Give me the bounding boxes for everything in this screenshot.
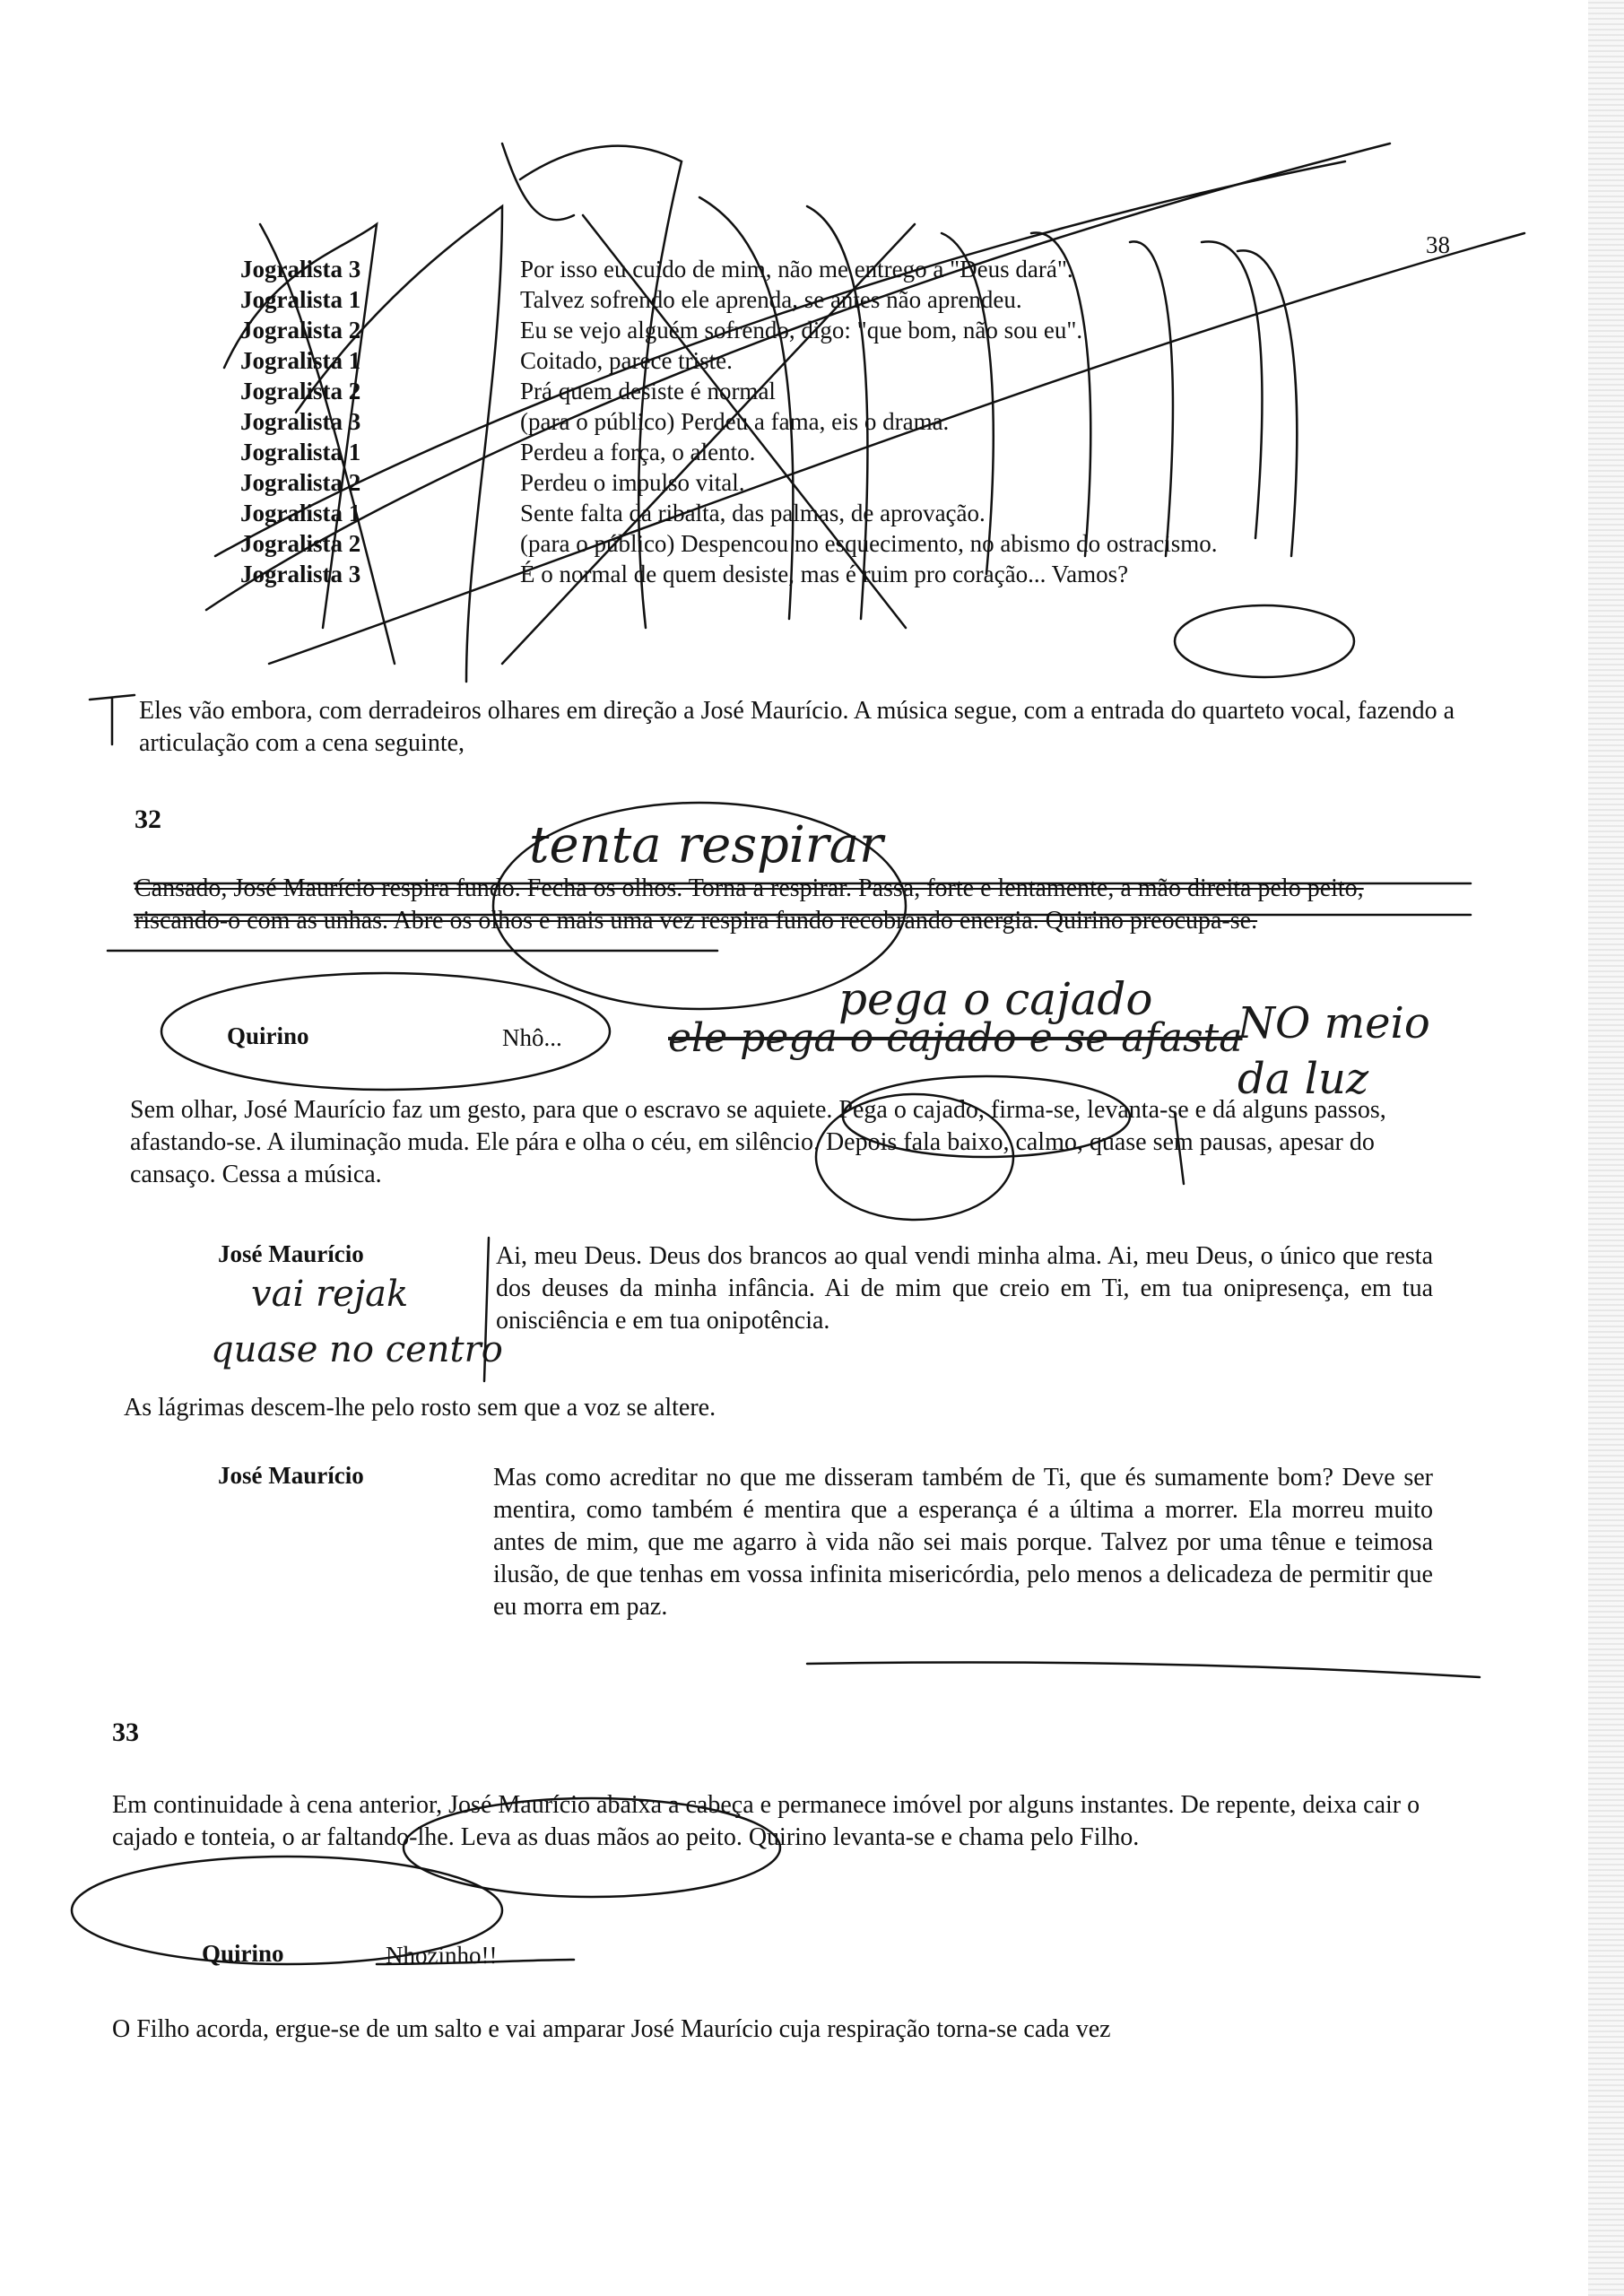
handwritten-note-pega-o-cajado: pega o cajado: [838, 973, 1153, 1025]
jogralista-speaker: Jogralista 2: [240, 530, 361, 557]
jogralista-line: Talvez sofrendo ele aprenda, se antes não aprendeu.: [520, 286, 1022, 313]
jogralista-line: Coitado, parece triste.: [520, 347, 733, 374]
stage-direction-2: Cansado, José Maurício respira fundo. Fecha os olhos. Torna a respirar. Passa, forte e lentamente, a mão direita pelo peito, riscando-o com as unhas. Abre os olhos e mais uma vez respira fundo recobrando energia. Quirino preocupa-se.: [135, 874, 1364, 935]
handwritten-note-tenta-respirar: tenta respirar: [529, 816, 883, 874]
jogralista-speaker: Jogralista 1: [240, 439, 361, 465]
hook-top: [502, 144, 574, 220]
jogralista-speaker: Jogralista 3: [240, 561, 361, 587]
bracket-mark: [90, 695, 135, 744]
jogralista-line: Perdeu o impulso vital.: [520, 469, 745, 496]
jogralista-line: (para o público) Perdeu a fama, eis o drama.: [520, 408, 950, 435]
speaker-name-jose-2: José Maurício: [218, 1462, 364, 1489]
binder-edge: [1588, 0, 1624, 2296]
scribble-loop-9: [1202, 241, 1263, 538]
jogralista-speaker: Jogralista 3: [240, 408, 361, 435]
jogralista-line: Perdeu a força, o alento.: [520, 439, 756, 465]
scene-number-32: 32: [135, 804, 161, 834]
stage-direction-5: Em continuidade à cena anterior, José Maurício abaixa a cabeça e permanece imóvel por alguns instantes. De repente, deixa cair o cajado e tonteia, o ar faltando-lhe. Leva as duas mãos ao peito. Quirino levanta-se e chama pelo Filho.: [112, 1791, 1420, 1851]
underline-paz: [807, 1662, 1480, 1677]
jogralista-speaker: Jogralista 3: [240, 256, 361, 283]
dialogue-jose-1: Ai, meu Deus. Deus dos brancos ao qual vendi minha alma. Ai, meu Deus, o único que resta dos deuses da minha infância. Ai de mim que creio em Ti, em tua onipresença, em tua onisciência e em tua onipotência.: [496, 1242, 1433, 1335]
jogralista-speaker: Jogralista 2: [240, 317, 361, 344]
jogralista-speaker: Jogralista 1: [240, 347, 361, 374]
jogralista-speaker: Jogralista 2: [240, 378, 361, 404]
speaker-name-quirino-2: Quirino: [202, 1940, 284, 1967]
jogralista-speaker: Jogralista 2: [240, 469, 361, 496]
jogralista-speaker: Jogralista 1: [240, 286, 361, 313]
dialogue-quirino-1: Nhô...: [502, 1024, 562, 1051]
scribble-loop-8: [1130, 241, 1173, 556]
jogralista-line: É o normal de quem desiste, mas é ruim pro coração... Vamos?: [520, 561, 1129, 587]
jogralista-line: Eu se vejo alguém sofrendo, digo: "que bom, não sou eu".: [520, 317, 1083, 344]
speaker-name-quirino-1: Quirino: [227, 1022, 309, 1049]
jogralista-line: (para o público) Despencou no esquecimento, no abismo do ostracismo.: [520, 530, 1218, 557]
jogralista-line: Prá quem desiste é normal: [520, 378, 776, 404]
handwritten-note-vai-rejak: vai rejak: [251, 1274, 409, 1315]
stage-direction-6: O Filho acorda, ergue-se de um salto e vai amparar José Maurício cuja respiração torna-se cada vez: [112, 2015, 1111, 2043]
scribble-loop-10: [1238, 250, 1297, 556]
jogralista-line: Sente falta da ribalta, das palmas, de aprovação.: [520, 500, 986, 526]
speaker-name-jose-1: José Maurício: [218, 1240, 364, 1267]
dialogue-jose-2: Mas como acreditar no que me disseram também de Ti, que és sumamente bom? Deve ser mentira, como também é mentira que a esperança é a última a morrer. Ela morreu muito antes de mim, que me agarro à vida não sei mais porque. Talvez por uma tênue e teimosa ilusão, de que tenhas em vossa infinita misericórdia, pelo menos a delicadeza de permitir que eu morra em paz.: [493, 1464, 1433, 1621]
scene-number-33: 33: [112, 1718, 139, 1747]
handwritten-note-ele-pega: ele pega o cajado e se afasta: [668, 1015, 1243, 1061]
handwritten-note-quase-no-centro: quase no centro: [211, 1329, 503, 1370]
long-diagonal-2: [215, 161, 1345, 556]
dialogue-quirino-2: Nhozinho!!: [386, 1942, 498, 1969]
jogralista-line: Por isso eu cuido de mim, não me entrego a "Deus dará".: [520, 256, 1073, 283]
jogralista-speaker: Jogralista 1: [240, 500, 361, 526]
circle-vamos: [1175, 605, 1354, 677]
stage-direction-1: Eles vão embora, com derradeiros olhares em direção a José Maurício. A música segue, com a entrada do quarteto vocal, fazendo a articulação com a cena seguinte,: [139, 697, 1455, 757]
page-number: 38: [1426, 231, 1450, 258]
stage-direction-3: Sem olhar, José Maurício faz um gesto, para que o escravo se aquiete. Pega o cajado, firma-se, levanta-se e dá alguns passos, afastando-se. A iluminação muda. Ele pára e olha o céu, em silêncio. Depois fala baixo, calmo, quase sem pausas, apesar do cansaço. Cessa a música.: [130, 1096, 1386, 1188]
stage-direction-4: As lágrimas descem-lhe pelo rosto sem que a voz se altere.: [124, 1394, 716, 1422]
handwritten-note-meio-da-luz: NO meio da luz: [1238, 998, 1430, 1104]
